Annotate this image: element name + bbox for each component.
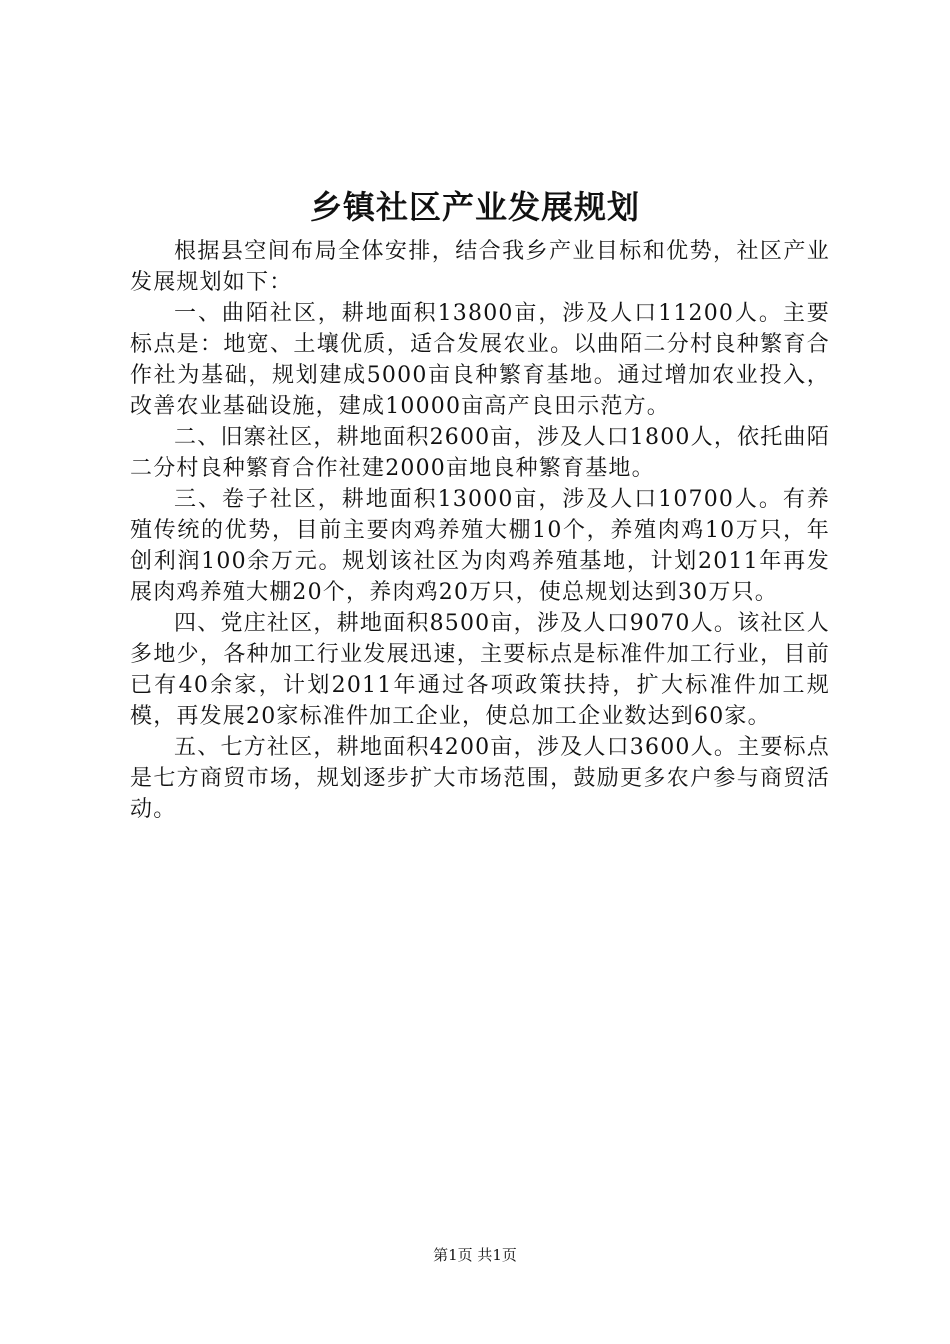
page-number-footer: 第1页 共1页 bbox=[433, 1246, 517, 1264]
paragraph-juanzi-community: 三、卷子社区，耕地面积13000亩，涉及人口10700人。有养殖传统的优势，目前主要肉鸡养殖大棚10个，养殖肉鸡10万只，年创利润100余万元。规划该社区为肉鸡养殖基地，计划2011年再发展肉鸡养殖大棚20个，养肉鸡20万只，使总规划达到30万只。 bbox=[130, 487, 830, 605]
paragraph-qifang-community: 五、七方社区，耕地面积4200亩，涉及人口3600人。主要标点是七方商贸市场，规划逐步扩大市场范围，鼓励更多农户参与商贸活动。 bbox=[130, 735, 830, 822]
paragraph-dangzhuang-community: 四、党庄社区，耕地面积8500亩，涉及人口9070人。该社区人多地少，各种加工行业发展迅速，主要标点是标准件加工行业，目前已有40余家，计划2011年通过各项政策扶持，扩大标准件加工规模，再发展20家标准件加工企业，使总加工企业数达到60家。 bbox=[130, 611, 830, 729]
document-title: 乡镇社区产业发展规划 bbox=[309, 188, 640, 226]
paragraph-qumo-community: 一、曲陌社区，耕地面积13800亩，涉及人口11200人。主要标点是：地宽、土壤优质，适合发展农业。以曲陌二分村良种繁育合作社为基础，规划建成5000亩良种繁育基地。通过增加农业投入，改善农业基础设施，建成10000亩高产良田示范方。 bbox=[130, 301, 830, 419]
paragraph-intro: 根据县空间布局全体安排，结合我乡产业目标和优势，社区产业发展规划如下： bbox=[130, 239, 830, 295]
document-body bbox=[130, 236, 830, 825]
paragraph-jiuzhai-community: 二、旧寨社区，耕地面积2600亩，涉及人口1800人，依托曲陌二分村良种繁育合作社建2000亩地良种繁育基地。 bbox=[130, 425, 830, 481]
